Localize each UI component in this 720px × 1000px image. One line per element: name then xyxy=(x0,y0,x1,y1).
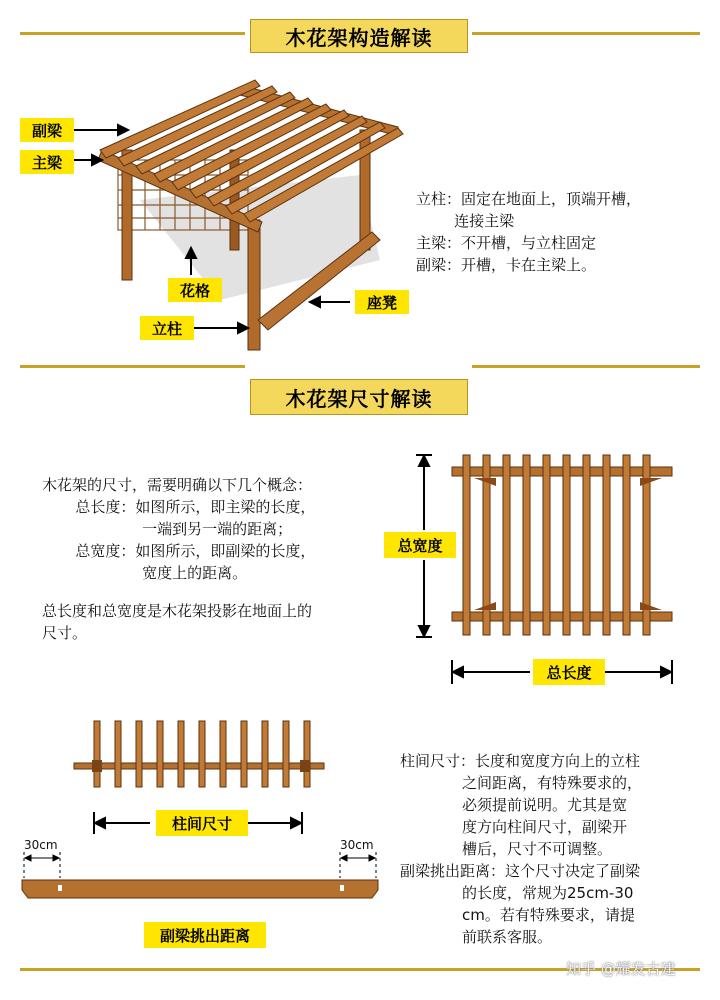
label-total-width: 总宽度 xyxy=(384,532,456,558)
intro-line-5: 宽度上的距离。 xyxy=(42,564,248,582)
label-main-beam: 主梁 xyxy=(20,150,74,174)
notes-line-6: 副梁挑出距离：这个尺寸决定了副梁 xyxy=(400,862,641,880)
label-bench: 座凳 xyxy=(355,290,409,314)
section1-desc-line-3: 主梁：不开槽，与立柱固定 xyxy=(416,234,597,252)
section1-desc-line-1: 立柱：固定在地面上，顶端开槽， xyxy=(416,190,642,208)
label-post: 立柱 xyxy=(140,316,194,340)
label-total-length: 总长度 xyxy=(533,659,605,685)
notes-line-5: 槽后，尺寸不可调整。 xyxy=(400,840,612,858)
notes-line-9: 前联系客服。 xyxy=(400,928,552,946)
overhang-left-dimension: 30cm xyxy=(24,838,58,852)
label-post-spacing: 柱间尺寸 xyxy=(156,810,248,836)
overhang-right-dimension: 30cm xyxy=(340,838,374,852)
intro-line-7: 总长度和总宽度是木花架投影在地面上的 xyxy=(42,602,313,620)
notes-line-2: 之间距离，有特殊要求的， xyxy=(400,774,642,792)
section1-desc-line-4: 副梁：开槽，卡在主梁上。 xyxy=(416,256,597,274)
section1-title: 木花架构造解读 xyxy=(250,19,468,53)
label-secondary-beam: 副梁 xyxy=(20,118,74,142)
intro-line-4: 总宽度：如图所示，即副梁的长度， xyxy=(42,542,316,560)
section1-desc-line-2: 连接主梁 xyxy=(416,212,515,230)
label-overhang: 副梁挑出距离 xyxy=(144,922,266,948)
notes-line-3: 必须提前说明。尤其是宽 xyxy=(400,796,627,814)
notes-line-4: 度方向柱间尺寸，副梁开 xyxy=(400,818,627,836)
notes-line-7: 的长度，常规为25cm-30 xyxy=(400,884,634,902)
notes-line-8: cm。若有特殊要求，请提 xyxy=(400,906,635,924)
watermark: 知乎 @耀发古建 xyxy=(566,960,676,978)
intro-line-1: 木花架的尺寸，需要明确以下几个概念： xyxy=(42,476,313,494)
label-lattice: 花格 xyxy=(168,278,222,302)
intro-line-8: 尺寸。 xyxy=(42,624,88,642)
notes-line-1: 柱间尺寸：长度和宽度方向上的立柱 xyxy=(400,752,641,770)
intro-line-3: 一端到另一端的距离； xyxy=(42,520,293,538)
intro-line-2: 总长度：如图所示，即主梁的长度， xyxy=(42,498,316,516)
section2-title: 木花架尺寸解读 xyxy=(250,379,468,415)
